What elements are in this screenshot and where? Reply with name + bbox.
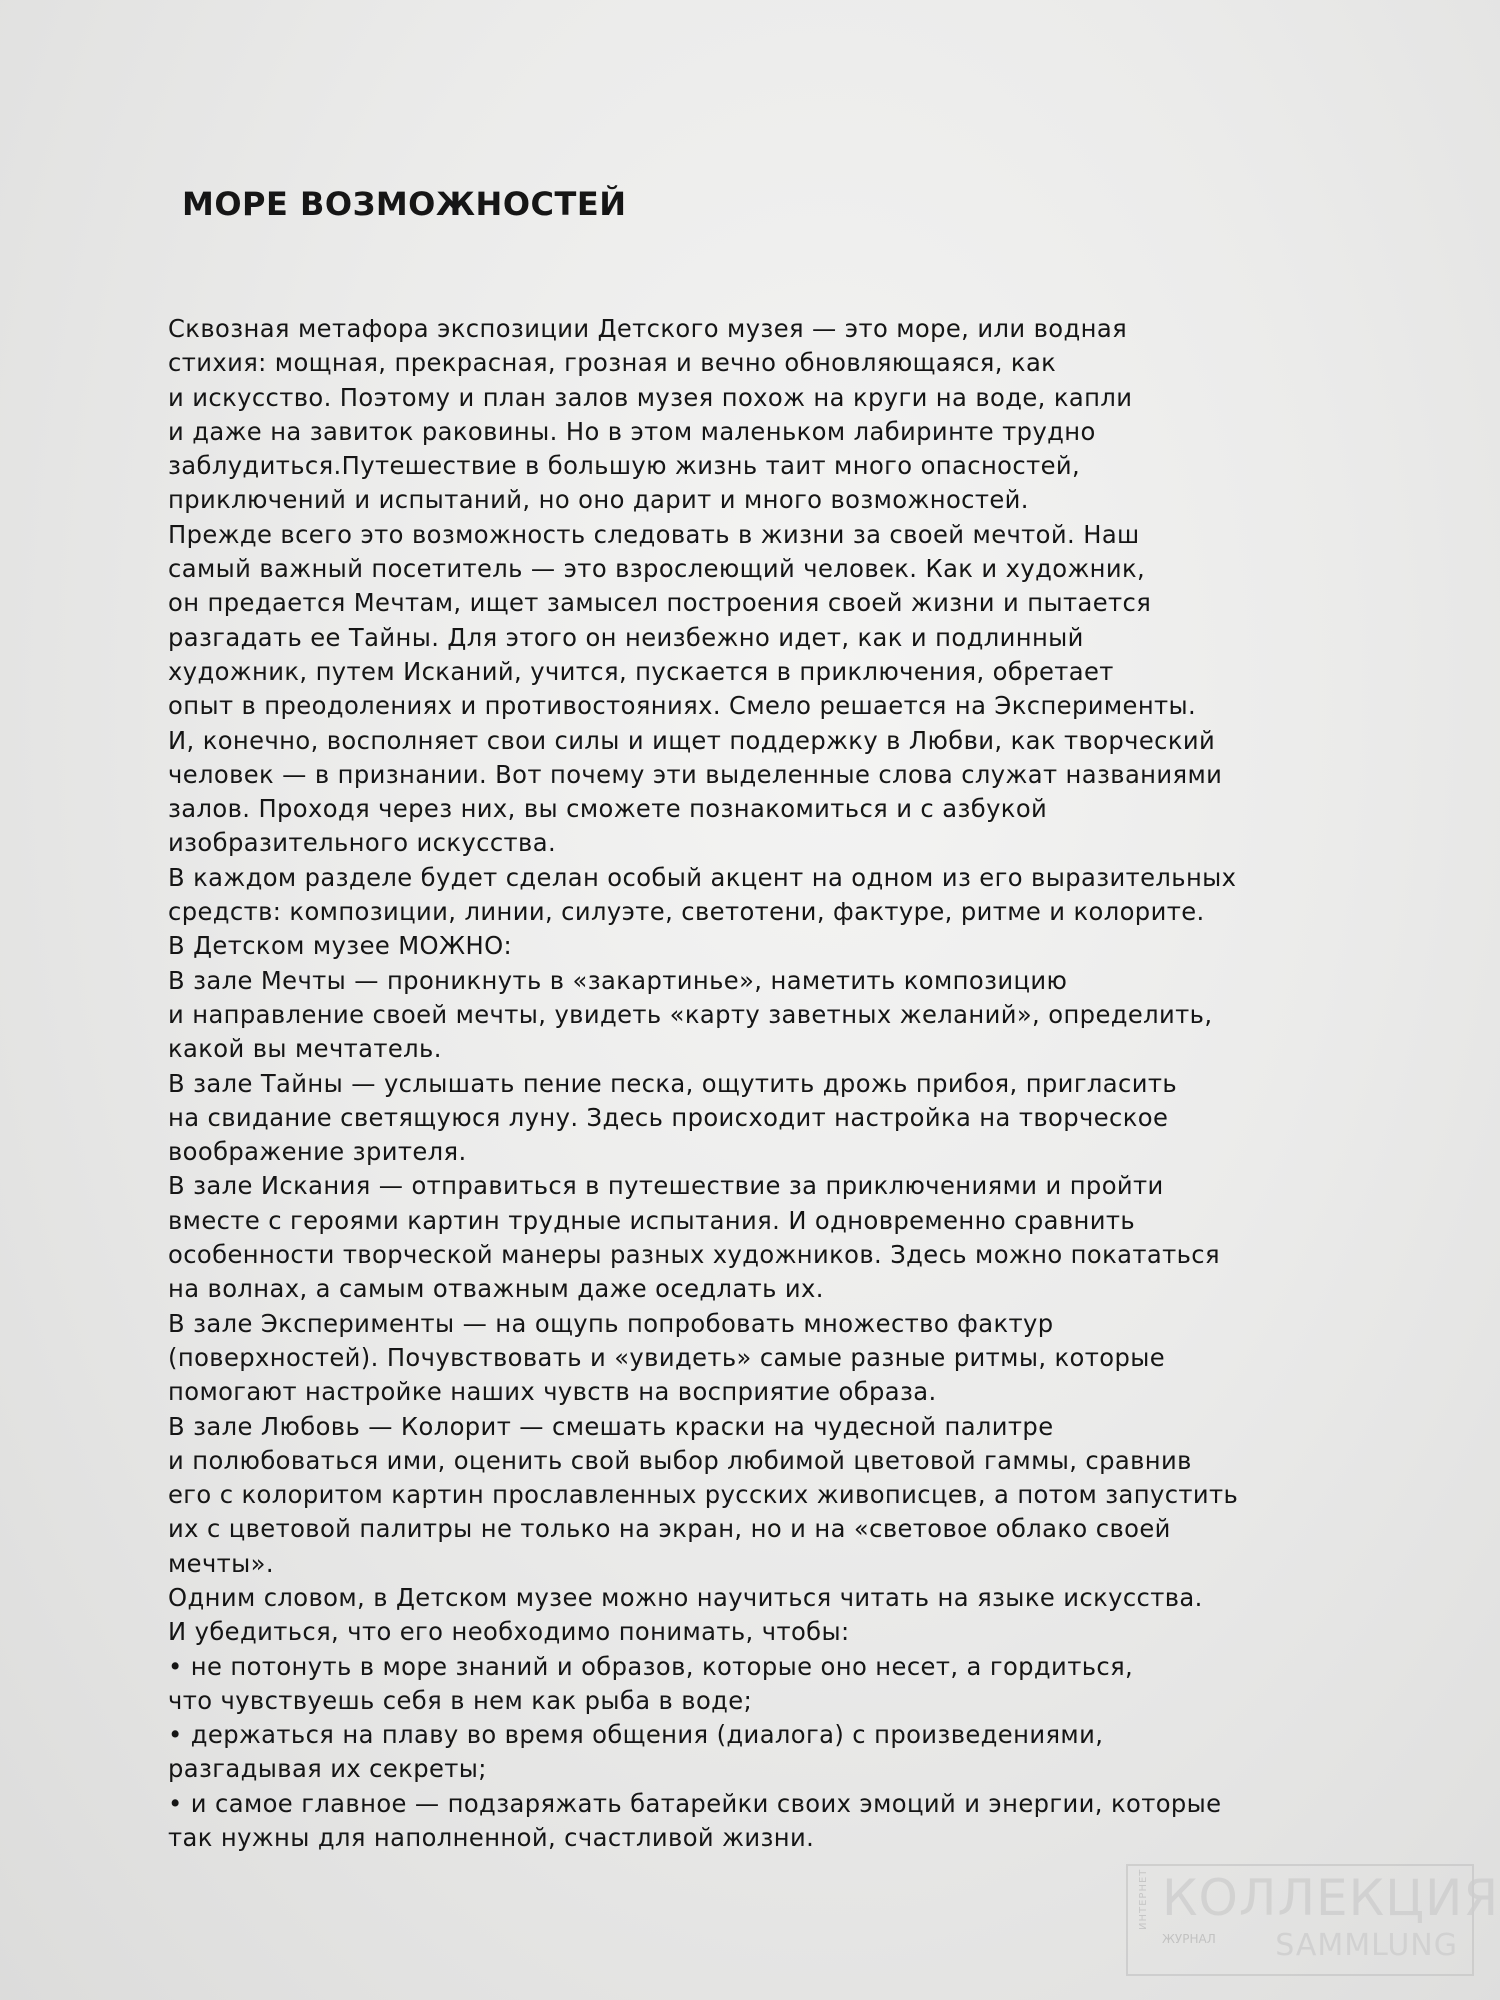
- text-line: Прежде всего это возможность следовать в жизни за своей мечтой. Наш: [168, 519, 1140, 549]
- text-line: В зале Мечты — проникнуть в «закартинье», наметить композицию: [168, 965, 1068, 995]
- text-line: человек — в признании. Вот почему эти выделенные слова служат названиями: [168, 759, 1223, 789]
- text-line: изобразительного искусства.: [168, 828, 557, 858]
- text-line: • и самое главное — подзаряжать батарейки своих эмоций и энергии, которые: [168, 1788, 1222, 1818]
- text-line: художник, путем Исканий, учится, пускается в приключения, обретает: [168, 656, 1114, 686]
- text-line: на волнах, а самым отважным даже оседлать их.: [168, 1274, 824, 1304]
- watermark-sub-text: SAMMLUNG: [1275, 1928, 1458, 1963]
- text-line: на свидание светящуюся луну. Здесь происходит настройка на творческое: [168, 1102, 1169, 1132]
- text-line: (поверхностей). Почувствовать и «увидеть» самые разные ритмы, которые: [168, 1342, 1166, 1372]
- text-line: какой вы мечтатель.: [168, 1034, 442, 1064]
- text-line: В каждом разделе будет сделан особый акцент на одном из его выразительных: [168, 862, 1237, 892]
- text-line: • держаться на плаву во время общения (диалога) с произведениями,: [168, 1720, 1104, 1750]
- text-line: средств: композиции, линии, силуэте, светотени, фактуре, ритме и колорите.: [168, 897, 1205, 927]
- watermark-main-text: КОЛЛЕКЦИЯ: [1162, 1869, 1500, 1927]
- text-line: особенности творческой манеры разных художников. Здесь можно покататься: [168, 1240, 1220, 1270]
- text-line: • не потонуть в море знаний и образов, которые оно несет, а гордиться,: [168, 1651, 1134, 1681]
- text-line: он предается Мечтам, ищет замысел построения своей жизни и пытается: [168, 588, 1152, 618]
- text-line: и полюбоваться ими, оценить свой выбор любимой цветовой гаммы, сравнив: [168, 1445, 1192, 1475]
- text-line: разгадать ее Тайны. Для этого он неизбежно идет, как и подлинный: [168, 622, 1084, 652]
- text-line: Одним словом, в Детском музее можно научиться читать на языке искусства.: [168, 1582, 1203, 1612]
- text-line: и искусство. Поэтому и план залов музея похож на круги на воде, капли: [168, 382, 1133, 412]
- text-line: В зале Эксперименты — на ощупь попробовать множество фактур: [168, 1308, 1054, 1338]
- watermark-logo: [1126, 1864, 1500, 1976]
- page-title: МОРЕ ВОЗМОЖНОСТЕЙ: [182, 185, 627, 223]
- text-line: воображение зрителя.: [168, 1137, 467, 1167]
- text-line: и направление своей мечты, увидеть «карту заветных желаний», определить,: [168, 999, 1213, 1029]
- text-line: стихия: мощная, прекрасная, грозная и вечно обновляющаяся, как: [168, 348, 1057, 378]
- text-line: разгадывая их секреты;: [168, 1754, 487, 1784]
- text-line: залов. Проходя через них, вы сможете познакомиться и с азбукой: [168, 794, 1048, 824]
- text-line: так нужны для наполненной, счастливой жизни.: [168, 1823, 815, 1853]
- text-line: что чувствуешь себя в нем как рыба в воде;: [168, 1685, 753, 1715]
- body-text: [168, 312, 1348, 1855]
- text-line: самый важный посетитель — это взрослеющий человек. Как и художник,: [168, 554, 1146, 584]
- text-line: Сквозная метафора экспозиции Детского музея — это море, или водная: [168, 314, 1128, 343]
- text-line: И, конечно, восполняет свои силы и ищет поддержку в Любви, как творческий: [168, 725, 1216, 755]
- text-line: его с колоритом картин прославленных русских живописцев, а потом запустить: [168, 1480, 1239, 1510]
- watermark-journal-text: ЖУРНАЛ: [1162, 1932, 1216, 1946]
- text-line: их с цветовой палитры не только на экран, но и на «световое облако своей: [168, 1514, 1171, 1544]
- text-line: В Детском музее МОЖНО:: [168, 931, 513, 961]
- text-line: опыт в преодолениях и противостояниях. Смело решается на Эксперименты.: [168, 691, 1197, 721]
- text-line: мечты».: [168, 1548, 274, 1578]
- watermark-side-text: ИНТЕРНЕТ: [1138, 1868, 1149, 1930]
- text-line: помогают настройке наших чувств на восприятие образа.: [168, 1377, 937, 1407]
- text-line: заблудиться.Путешествие в большую жизнь таит много опасностей,: [168, 451, 1081, 481]
- text-line: И убедиться, что его необходимо понимать, чтобы:: [168, 1617, 850, 1647]
- text-line: В зале Искания — отправиться в путешествие за приключениями и пройти: [168, 1171, 1164, 1201]
- text-line: приключений и испытаний, но оно дарит и много возможностей.: [168, 485, 1029, 515]
- text-line: В зале Любовь — Колорит — смешать краски на чудесной палитре: [168, 1411, 1054, 1441]
- text-line: и даже на завиток раковины. Но в этом маленьком лабиринте трудно: [168, 416, 1096, 446]
- text-line: В зале Тайны — услышать пение песка, ощутить дрожь прибоя, пригласить: [168, 1068, 1178, 1098]
- text-line: вместе с героями картин трудные испытания. И одновременно сравнить: [168, 1205, 1136, 1235]
